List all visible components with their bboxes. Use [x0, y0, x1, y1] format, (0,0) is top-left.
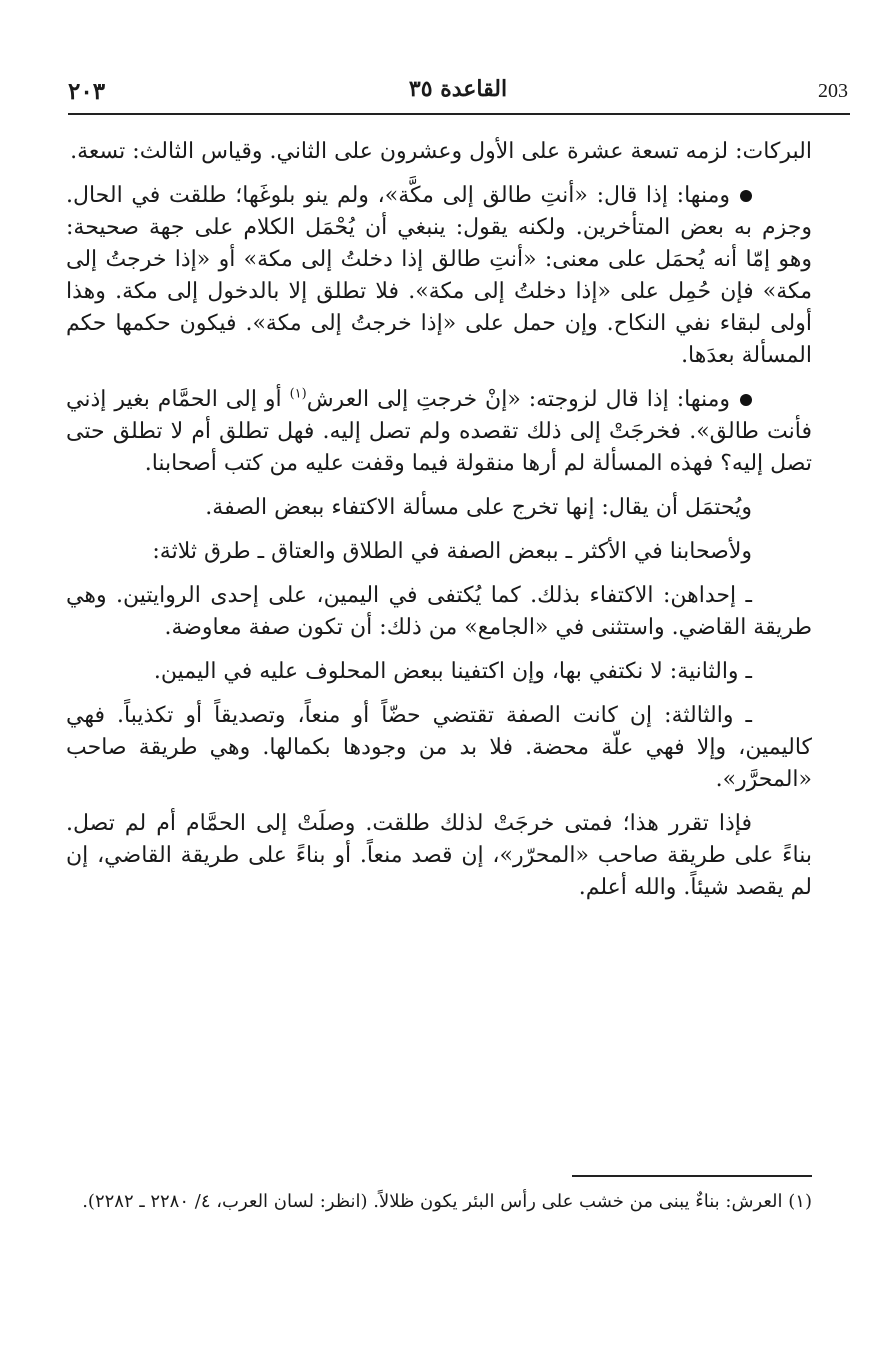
running-title: القاعدة ٣٥	[408, 76, 508, 102]
paragraph-5: ولأصحابنا في الأكثر ـ ببعض الصفة في الطلاق والعتاق ـ طرق ثلاثة:	[152, 539, 752, 564]
footnote-ref[interactable]: (١)	[289, 386, 307, 402]
bullet-icon	[740, 394, 752, 406]
paragraph-2-text: ومنها: إذا قال: «أنتِ طالق إلى مكَّة»، ولم ينو بلوغَها؛ طلقت في الحال. وجزم به بعض المتأخرين. ولكنه يقول: ينبغي أن يُحْمَل الكلام على جهة صحيحة: وهو إمّا أنه يُحمَل على معنى: «أنتِ طالق إذا دخلتُ إلى مكة» أو «إذا خرجتُ إلى مكة» فإن حُمِل على «إذا دخلتُ إلى مكة». فلا تطلق إلا بالدخول إلى مكة. وهذا أولى لبقاء نفي النكاح. وإن حمل على «إذا خرجتُ إلى مكة». فيكون حكمها حكم المسألة بعدَها.	[66, 183, 812, 368]
footnote-rule	[572, 1175, 812, 1177]
page-number-latin: 203	[818, 80, 848, 102]
paragraph-7: ـ والثانية: لا نكتفي بها، وإن اكتفينا ببعض المحلوف عليه في اليمين.	[153, 659, 752, 684]
paragraph-2	[66, 180, 812, 372]
paragraph-3	[66, 384, 812, 480]
main-text	[66, 136, 812, 916]
footnote: (١) العرش: بناءٌ يبنى من خشب على رأس البئر يكون ظلالاً. (انظر: لسان العرب، ٤/ ٢٢٨٠ ـ ٢٢٨٢).	[82, 1191, 812, 1212]
page-number-arabic: ٢٠٣	[68, 78, 106, 105]
paragraph-8: ـ والثالثة: إن كانت الصفة تقتضي حضّاً أو منعاً، وتصديقاً أو تكذيباً. فهي كاليمين، وإلا فهي علّة محضة. فلا بد من وجودها بكمالها. وهي طريقة صاحب «المحرَّر».	[66, 703, 812, 792]
header-rule	[68, 113, 850, 115]
paragraph-1: البركات: لزمه تسعة عشرة على الأول وعشرون على الثاني. وقياس الثالث: تسعة.	[70, 139, 812, 164]
bullet-icon	[740, 190, 752, 202]
page-header	[68, 72, 848, 112]
paragraph-3-text-a: ومنها: إذا قال لزوجته: «إنْ خرجتِ إلى العرش	[306, 387, 731, 412]
paragraph-9: فإذا تقرر هذا؛ فمتى خرجَتْ لذلك طلقت. وصلَتْ إلى الحمَّام أم لم تصل. بناءً على طريقة صاحب «المحرّر»، إن قصد منعاً. أو بناءً على طريقة القاضي، إن لم يقصد شيئاً. والله أعلم.	[66, 811, 812, 900]
paragraph-4: ويُحتمَل أن يقال: إنها تخرج على مسألة الاكتفاء ببعض الصفة.	[205, 495, 752, 520]
paragraph-6: ـ إحداهن: الاكتفاء بذلك. كما يُكتفى في اليمين، على إحدى الروايتين. وهي طريقة القاضي. واستثنى في «الجامع» من ذلك: أن تكون صفة معاوضة.	[66, 583, 812, 640]
paragraph-3-text-b: أو إلى الحمَّام بغير إذني فأنت طالق». فخرجَتْ إلى ذلك تقصده ولم تصل إليه. فهل تطلق أم لا تطلق حتى تصل إليه؟ فهذه المسألة لم أرها منقولة فيما وقفت عليه من كتب أصحابنا.	[66, 387, 812, 476]
